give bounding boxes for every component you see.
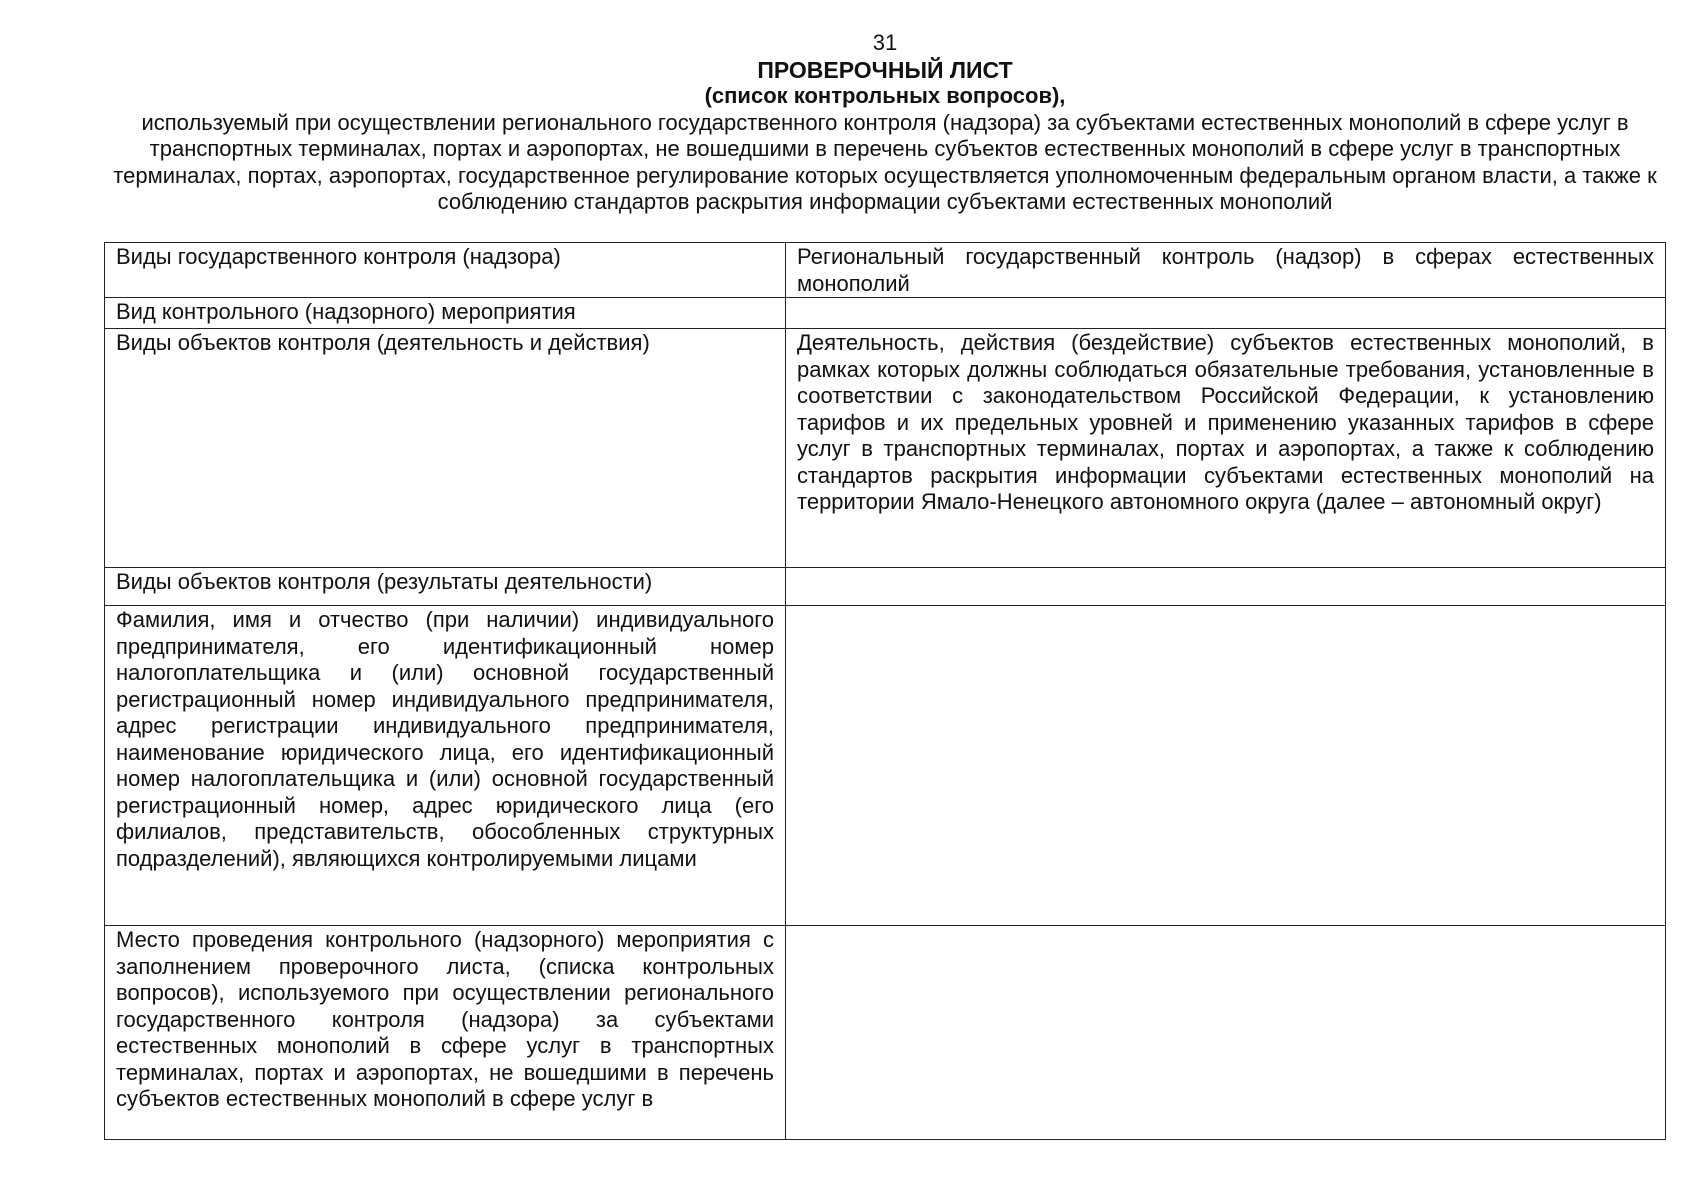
row-value-cell: Региональный государственный контроль (надзор) в сферах естественных монополий bbox=[786, 243, 1666, 298]
page-number: 31 bbox=[872, 30, 898, 55]
row-label-cell: Вид контрольного (надзорного) мероприятия bbox=[105, 298, 786, 329]
table-row bbox=[105, 926, 1666, 1140]
document-header bbox=[104, 30, 1666, 216]
table-row bbox=[105, 329, 1666, 568]
table-row bbox=[105, 568, 1666, 606]
row-value-cell bbox=[786, 568, 1666, 606]
row-label-cell: Виды государственного контроля (надзора) bbox=[105, 243, 786, 298]
row-label-cell: Виды объектов контроля (деятельность и действия) bbox=[105, 329, 786, 568]
row-value-cell bbox=[786, 926, 1666, 1140]
table-row bbox=[105, 298, 1666, 329]
row-value-cell: Деятельность, действия (бездействие) субъектов естественных монополий, в рамках которых должны соблюдаться обязательные требования, установленные в соответствии с законодательством Российской Федерации, к установлению тарифов и их предельных уровней и применению указанных тарифов в сфере услуг в транспортных терминалах, портах и аэропортах, а также к соблюдению стандартов раскрытия информации субъектами естественных монополий на территории Ямало-Ненецкого автономного округа (далее – автономный округ) bbox=[786, 329, 1666, 568]
table-row bbox=[105, 243, 1666, 298]
document-subtitle: (список контрольных вопросов), bbox=[704, 83, 1066, 108]
document-title: ПРОВЕРОЧНЫЙ ЛИСТ bbox=[757, 56, 1013, 83]
checklist-table bbox=[104, 242, 1666, 1140]
table-row bbox=[105, 606, 1666, 926]
row-label-cell bbox=[105, 926, 786, 1140]
row-value-cell bbox=[786, 606, 1666, 926]
row-label-cell: Виды объектов контроля (результаты деятельности) bbox=[105, 568, 786, 606]
document-intro: используемый при осуществлении регионального государственного контроля (надзора) за субъектами естественных монополий в сфере услуг в транспортных терминалах, портах и аэропортах, не вошедшими в перечень субъектов естественных монополий в сфере услуг в транспортных терминалах, портах, аэропортах, государственное регулирование которых осуществляется уполномоченным федеральным органом власти, а также к соблюдению стандартов раскрытия информации субъектами естественных монополий bbox=[113, 109, 1657, 214]
row-label-cell: Фамилия, имя и отчество (при наличии) индивидуального предпринимателя, его идентификационный номер налогоплательщика и (или) основной государственный регистрационный номер индивидуального предпринимателя, адрес регистрации индивидуального предпринимателя, наименование юридического лица, его идентификационный номер налогоплательщика и (или) основной государственный регистрационный номер, адрес юридического лица (его филиалов, представительств, обособленных структурных подразделений), являющихся контролируемыми лицами bbox=[105, 606, 786, 926]
row-value-cell bbox=[786, 298, 1666, 329]
row-label-text: Место проведения контрольного (надзорного) мероприятия с заполнением проверочного листа, (списка контрольных вопросов), используемого при осуществлении регионального государственного контроля (надзора) за субъектами естественных монополий в сфере услуг в транспортных терминалах, портах и аэропортах, не вошедшими в перечень субъектов естественных монополий в сфере услуг в bbox=[116, 927, 774, 1111]
